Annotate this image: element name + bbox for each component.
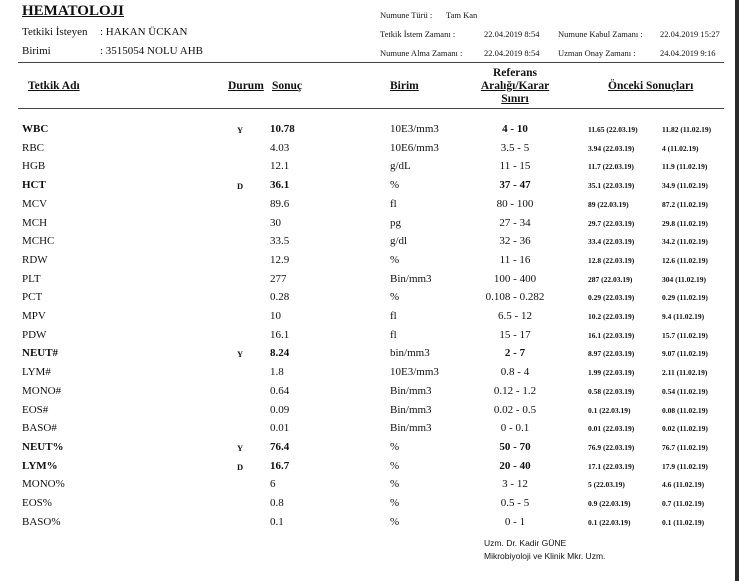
previous-result-1: 89 (22.03.19) <box>588 199 629 209</box>
reference-range: 20 - 40 <box>499 459 531 472</box>
test-name: MPV <box>22 310 46 322</box>
table-row <box>0 160 739 178</box>
result-unit: bin/mm3 <box>390 347 430 360</box>
previous-result-2: 34.9 (11.02.19) <box>662 181 708 191</box>
test-name: PDW <box>22 328 47 341</box>
previous-result-2: 12.6 (11.02.19) <box>662 255 708 265</box>
status-flag: Y <box>237 349 244 360</box>
reference-range: 100 - 400 <box>493 272 537 285</box>
reference-range: 37 - 47 <box>499 179 531 192</box>
previous-result-2: 0.02 (11.02.19) <box>662 424 708 434</box>
table-row <box>0 179 739 197</box>
result-unit: % <box>390 459 400 472</box>
previous-result-1: 0.58 (22.03.19) <box>588 386 635 396</box>
previous-result-2: 29.8 (11.02.19) <box>662 218 708 228</box>
previous-result-2: 11.9 (11.02.19) <box>662 162 708 172</box>
test-name: LYM% <box>22 459 58 472</box>
result-value: 0.28 <box>270 291 290 304</box>
table-row <box>0 310 739 328</box>
result-unit: % <box>390 253 400 266</box>
reference-range: 32 - 36 <box>499 235 531 248</box>
approve-time-label: Uzman Onay Zamanı : <box>558 48 636 58</box>
previous-result-2: 76.7 (11.02.19) <box>662 442 708 452</box>
test-name: NEUT# <box>22 347 59 360</box>
result-unit: g/dL <box>390 160 411 173</box>
column-header-divider <box>18 108 724 109</box>
reference-range: 2 - 7 <box>504 347 526 360</box>
reference-range: 0.8 - 4 <box>500 366 530 379</box>
previous-result-2: 0.08 (11.02.19) <box>662 405 708 415</box>
result-value: 0.8 <box>270 497 284 509</box>
previous-result-2: 4 (11.02.19) <box>662 143 699 153</box>
previous-result-1: 0.01 (22.03.19) <box>588 424 635 434</box>
test-name: EOS# <box>22 403 49 416</box>
result-unit: Bin/mm3 <box>390 403 432 416</box>
reference-range: 15 - 17 <box>499 328 531 341</box>
previous-result-1: 11.7 (22.03.19) <box>588 162 634 172</box>
request-time-value: 22.04.2019 8:54 <box>484 29 540 39</box>
previous-result-1: 33.4 (22.03.19) <box>588 237 635 247</box>
test-name: EOS% <box>22 497 52 509</box>
doctor-name: Uzm. Dr. Kadir GÜNE <box>484 538 567 548</box>
col-result: Sonuç <box>272 80 303 92</box>
test-name: BASO% <box>22 515 61 528</box>
header-divider <box>18 62 724 63</box>
previous-result-1: 10.2 (22.03.19) <box>588 312 635 321</box>
requester-label: Tetkiki İsteyen <box>22 26 88 38</box>
reference-range: 11 - 15 <box>499 160 531 173</box>
previous-result-2: 0.1 (11.02.19) <box>662 517 705 527</box>
table-row <box>0 123 739 141</box>
report-title: HEMATOLOJI <box>22 3 124 19</box>
result-unit: Bin/mm3 <box>390 384 432 397</box>
doctor-department: Mikrobiyoloji ve Klinik Mkr. Uzm. <box>484 551 606 561</box>
result-unit: % <box>390 478 400 491</box>
test-name: MCHC <box>22 235 55 248</box>
previous-result-1: 1.99 (22.03.19) <box>588 368 635 378</box>
result-unit: Bin/mm3 <box>390 422 432 435</box>
result-value: 0.1 <box>270 515 284 528</box>
result-value: 10 <box>270 310 281 322</box>
result-unit: pg <box>390 216 401 229</box>
result-unit: % <box>390 440 400 453</box>
col-previous-results: Önceki Sonuçları <box>608 80 694 92</box>
previous-result-2: 0.54 (11.02.19) <box>662 386 708 396</box>
table-row <box>0 347 739 365</box>
accept-time-label: Numune Kabul Zamanı : <box>558 29 643 39</box>
unit-value: : 3515054 NOLU AHB <box>100 45 203 57</box>
previous-result-1: 17.1 (22.03.19) <box>588 461 635 471</box>
reference-range: 0 - 0.1 <box>500 422 530 435</box>
result-value: 33.5 <box>270 235 290 248</box>
result-unit: % <box>390 291 400 304</box>
reference-range: 0.02 - 0.5 <box>493 403 537 416</box>
result-value: 76.4 <box>270 440 290 453</box>
page-edge <box>735 0 739 581</box>
reference-range: 3 - 12 <box>502 478 528 491</box>
reference-range: 11 - 16 <box>499 253 531 266</box>
previous-result-2: 4.6 (11.02.19) <box>662 480 705 490</box>
test-name: MONO% <box>22 478 65 491</box>
result-value: 0.09 <box>270 403 290 416</box>
test-name: HCT <box>22 179 46 192</box>
result-unit: fl <box>390 197 397 210</box>
test-name: NEUT% <box>22 440 64 453</box>
result-value: 30 <box>270 216 281 229</box>
col-test-name: Tetkik Adı <box>28 80 80 92</box>
unit-label: Birimi <box>22 45 51 57</box>
result-unit: 10E3/mm3 <box>390 366 439 379</box>
table-row <box>0 217 739 235</box>
test-name: HGB <box>22 160 46 173</box>
previous-result-2: 0.29 (11.02.19) <box>662 293 708 303</box>
status-flag: D <box>237 461 244 472</box>
previous-result-2: 11.82 (11.02.19) <box>662 125 712 134</box>
previous-result-1: 0.9 (22.03.19) <box>588 499 631 508</box>
table-row <box>0 422 739 440</box>
test-name: BASO# <box>22 422 57 435</box>
table-row <box>0 366 739 384</box>
reference-range: 3.5 - 5 <box>500 141 530 154</box>
test-name: WBC <box>22 123 49 135</box>
previous-result-2: 304 (11.02.19) <box>662 274 706 284</box>
approve-time-value: 24.04.2019 9:16 <box>660 48 716 58</box>
previous-result-1: 8.97 (22.03.19) <box>588 349 635 359</box>
col-reference <box>465 67 565 106</box>
previous-result-1: 12.8 (22.03.19) <box>588 255 635 265</box>
reference-range: 27 - 34 <box>499 216 531 229</box>
test-name: MCH <box>22 216 48 229</box>
previous-result-2: 17.9 (11.02.19) <box>662 461 708 471</box>
col-unit: Birim <box>390 80 419 92</box>
test-name: MONO# <box>22 384 62 397</box>
reference-range: 0.5 - 5 <box>500 497 530 509</box>
result-unit: g/dl <box>390 235 408 248</box>
col-reference-line3: Sınırı <box>501 93 529 105</box>
result-value: 0.64 <box>270 384 290 397</box>
previous-result-1: 287 (22.03.19) <box>588 274 633 284</box>
col-reference-line1: Referans <box>492 67 538 79</box>
table-row <box>0 273 739 291</box>
status-flag: D <box>237 181 244 192</box>
result-value: 16.7 <box>270 459 290 472</box>
previous-result-1: 0.1 (22.03.19) <box>588 405 631 415</box>
reference-range: 80 - 100 <box>496 197 534 210</box>
test-name: PCT <box>22 291 43 304</box>
previous-result-2: 87.2 (11.02.19) <box>662 199 708 209</box>
table-row <box>0 404 739 422</box>
reference-range: 4 - 10 <box>502 123 528 135</box>
status-flag: Y <box>237 442 244 453</box>
requester-value: : HAKAN ÜCKAN <box>100 26 188 38</box>
status-flag: Y <box>237 125 244 135</box>
result-value: 12.1 <box>270 160 290 173</box>
previous-result-1: 16.1 (22.03.19) <box>588 330 635 340</box>
table-row <box>0 497 739 515</box>
result-value: 10.78 <box>270 123 295 135</box>
result-value: 89.6 <box>270 197 290 210</box>
result-unit: fl <box>390 310 397 322</box>
table-row <box>0 441 739 459</box>
previous-result-1: 11.65 (22.03.19) <box>588 125 638 134</box>
result-unit: fl <box>390 328 397 341</box>
reference-range: 0.108 - 0.282 <box>485 291 545 304</box>
collect-time-value: 22.04.2019 8:54 <box>484 48 540 58</box>
result-value: 4.03 <box>270 141 290 154</box>
result-value: 36.1 <box>270 179 290 192</box>
collect-time-label: Numune Alma Zamanı : <box>380 48 463 58</box>
table-row <box>0 329 739 347</box>
previous-result-2: 0.7 (11.02.19) <box>662 499 705 508</box>
result-value: 12.9 <box>270 253 290 266</box>
previous-result-2: 34.2 (11.02.19) <box>662 237 708 247</box>
table-row <box>0 198 739 216</box>
result-value: 8.24 <box>270 347 290 360</box>
result-unit: Bin/mm3 <box>390 272 432 285</box>
result-unit: 10E3/mm3 <box>390 123 439 135</box>
col-reference-line2: Aralığı/Karar <box>480 80 550 92</box>
table-row <box>0 235 739 253</box>
reference-range: 50 - 70 <box>499 440 531 453</box>
result-unit: % <box>390 179 400 192</box>
result-value: 0.01 <box>270 422 290 435</box>
test-name: RBC <box>22 141 45 154</box>
previous-result-1: 35.1 (22.03.19) <box>588 181 635 191</box>
previous-result-1: 0.1 (22.03.19) <box>588 517 631 527</box>
reference-range: 0 - 1 <box>504 515 526 528</box>
reference-range: 6.5 - 12 <box>498 310 532 322</box>
table-row <box>0 385 739 403</box>
previous-result-2: 9.4 (11.02.19) <box>662 312 705 321</box>
test-name: MCV <box>22 197 48 210</box>
result-value: 16.1 <box>270 328 290 341</box>
request-time-label: Tetkik İstem Zamanı : <box>380 29 456 39</box>
previous-result-1: 76.9 (22.03.19) <box>588 442 635 452</box>
result-value: 1.8 <box>270 366 284 379</box>
previous-result-2: 2.11 (11.02.19) <box>662 368 708 378</box>
previous-result-2: 15.7 (11.02.19) <box>662 330 708 340</box>
previous-result-1: 5 (22.03.19) <box>588 480 625 490</box>
table-row <box>0 478 739 496</box>
previous-result-1: 29.7 (22.03.19) <box>588 218 635 228</box>
table-row <box>0 254 739 272</box>
sample-type-label: Numune Türü : <box>380 10 433 20</box>
result-unit: % <box>390 515 400 528</box>
previous-result-1: 0.29 (22.03.19) <box>588 293 635 303</box>
table-row <box>0 516 739 534</box>
test-name: LYM# <box>22 366 51 379</box>
result-value: 6 <box>270 478 276 491</box>
table-row <box>0 142 739 160</box>
sample-type-value: Tam Kan <box>446 10 478 20</box>
table-row <box>0 291 739 309</box>
previous-result-1: 3.94 (22.03.19) <box>588 143 635 153</box>
reference-range: 0.12 - 1.2 <box>493 384 537 397</box>
result-unit: 10E6/mm3 <box>390 141 439 154</box>
accept-time-value: 22.04.2019 15:27 <box>660 29 720 39</box>
result-unit: % <box>390 497 400 509</box>
table-row <box>0 460 739 478</box>
test-name: RDW <box>22 253 48 266</box>
test-name: PLT <box>22 272 41 285</box>
result-value: 277 <box>270 272 287 285</box>
previous-result-2: 9.07 (11.02.19) <box>662 349 708 359</box>
col-status: Durum <box>228 80 264 92</box>
